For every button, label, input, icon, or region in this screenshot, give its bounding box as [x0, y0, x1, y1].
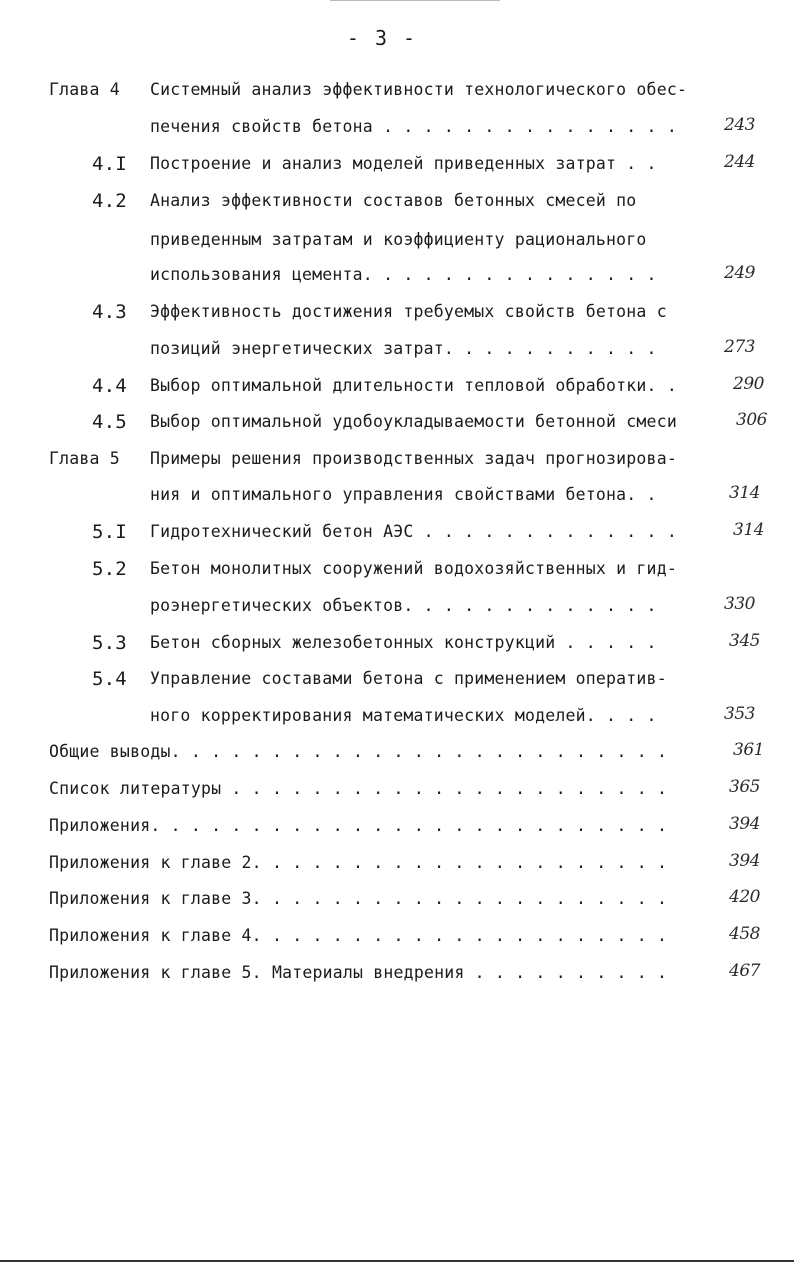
section-4-1-number: 4.I	[92, 153, 127, 175]
page-number: - 3 -	[346, 26, 418, 50]
section-5-2-number: 5.2	[92, 558, 127, 580]
section-4-2-title-line2: приведенным затратам и коэффициенту рационального	[150, 230, 647, 249]
section-4-2-page: 249	[724, 263, 755, 283]
section-4-1-title: Построение и анализ моделей приведенных затрат . .	[150, 154, 657, 173]
chapter-5-page: 314	[729, 483, 760, 503]
chapter-4-title-line2: печения свойств бетона . . . . . . . . . . . . . . .	[150, 117, 677, 136]
appendix-chapter-3-page: 420	[729, 887, 760, 907]
section-5-4-title-line2: ного корректирования математических моделей. . . .	[150, 706, 657, 725]
appendix-chapter-5-title: Приложения к главе 5. Материалы внедрения . . . . . . . . . .	[49, 963, 668, 982]
section-4-3-title-line2: позиций энергетических затрат. . . . . . . . . . .	[150, 339, 657, 358]
section-5-2-title-line2: роэнергетических объектов. . . . . . . . . . . . .	[150, 596, 657, 615]
references-title: Список литературы . . . . . . . . . . . . . . . . . . . . . .	[49, 779, 668, 798]
section-4-3-number: 4.3	[92, 301, 127, 323]
section-5-1-number: 5.I	[92, 521, 127, 543]
appendices-page: 394	[729, 814, 760, 834]
section-4-4-title: Выбор оптимальной длительности тепловой обработки. .	[150, 376, 677, 395]
section-4-3-title-line1: Эффективность достижения требуемых свойств бетона с	[150, 302, 667, 321]
scan-bottom-edge	[0, 1260, 794, 1262]
chapter-5-title-line2: ния и оптимального управления свойствами бетона. .	[150, 485, 657, 504]
appendix-chapter-5-page: 467	[729, 961, 760, 981]
appendix-chapter-3-title: Приложения к главе 3. . . . . . . . . . . . . . . . . . . . .	[49, 889, 668, 908]
chapter-5-title-line1: Примеры решения производственных задач прогнозирова-	[150, 449, 677, 468]
section-4-2-title-line3: использования цемента. . . . . . . . . . . . . . .	[150, 265, 657, 284]
scan-top-edge	[330, 0, 500, 1]
chapter-4-title-line1: Системный анализ эффективности технологического обес-	[150, 80, 688, 99]
section-5-4-title-line1: Управление составами бетона с применением оператив-	[150, 669, 667, 688]
section-5-2-title-line1: Бетон монолитных сооружений водохозяйственных и гид-	[150, 559, 677, 578]
section-5-4-page: 353	[724, 704, 755, 724]
section-5-2-page: 330	[724, 594, 755, 614]
appendices-title: Приложения. . . . . . . . . . . . . . . . . . . . . . . . . .	[49, 816, 668, 835]
section-4-2-number: 4.2	[92, 190, 127, 212]
appendix-chapter-2-title: Приложения к главе 2. . . . . . . . . . . . . . . . . . . . .	[49, 853, 668, 872]
section-4-5-page: 306	[736, 410, 767, 430]
section-4-2-title-line1: Анализ эффективности составов бетонных смесей по	[150, 191, 637, 210]
appendix-chapter-4-page: 458	[729, 924, 760, 944]
chapter-4-label: Глава 4	[49, 80, 120, 99]
section-4-1-page: 244	[724, 152, 755, 172]
section-5-1-page: 314	[733, 520, 764, 540]
conclusions-title: Общие выводы. . . . . . . . . . . . . . . . . . . . . . . . .	[49, 742, 668, 761]
chapter-5-label: Глава 5	[49, 449, 120, 468]
section-5-4-number: 5.4	[92, 668, 127, 690]
section-4-4-number: 4.4	[92, 375, 127, 397]
section-5-1-title: Гидротехнический бетон АЭС . . . . . . . . . . . . .	[150, 522, 677, 541]
references-page: 365	[729, 777, 760, 797]
appendix-chapter-2-page: 394	[729, 851, 760, 871]
section-4-5-title: Выбор оптимальной удобоукладываемости бетонной смеси	[150, 412, 677, 431]
section-5-3-number: 5.3	[92, 632, 127, 654]
section-4-3-page: 273	[724, 337, 755, 357]
conclusions-page: 361	[733, 740, 764, 760]
section-5-3-page: 345	[729, 631, 760, 651]
section-5-3-title: Бетон сборных железобетонных конструкций . . . . .	[150, 633, 657, 652]
section-4-4-page: 290	[733, 374, 764, 394]
chapter-4-page: 243	[724, 115, 755, 135]
appendix-chapter-4-title: Приложения к главе 4. . . . . . . . . . . . . . . . . . . . .	[49, 926, 668, 945]
section-4-5-number: 4.5	[92, 411, 127, 433]
